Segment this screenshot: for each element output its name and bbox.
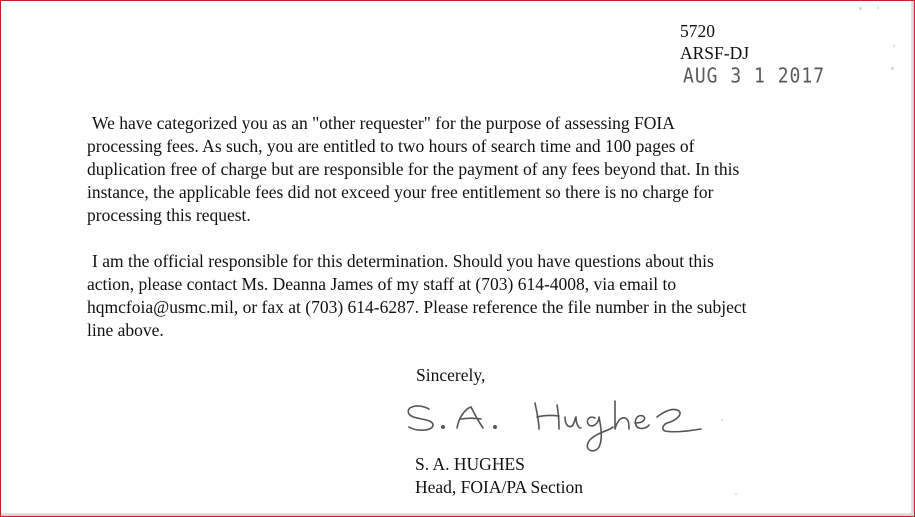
handwritten-signature bbox=[399, 387, 709, 457]
letter-header bbox=[680, 20, 749, 64]
page-shadow-right bbox=[911, 1, 914, 516]
scan-speck bbox=[735, 493, 737, 495]
scan-speck bbox=[877, 7, 879, 9]
paragraph-line: I am the official responsible for this determination. Should you have questions about this bbox=[92, 251, 714, 271]
paragraph-line: duplication free of charge but are responsible for the payment of any fees beyond that. In this bbox=[87, 159, 740, 179]
scan-speck bbox=[859, 7, 862, 10]
paragraph-line: We have categorized you as an "other requester" for the purpose of assessing FOIA bbox=[92, 113, 675, 133]
closing-salutation: Sincerely, bbox=[416, 365, 486, 385]
paragraph-line: instance, the applicable fees did not exceed your free entitlement so there is no charge for bbox=[87, 182, 714, 202]
signer-block bbox=[415, 453, 583, 499]
signer-title: Head, FOIA/PA Section bbox=[415, 477, 584, 497]
paragraph-line: processing fees. As such, you are entitled to two hours of search time and 100 pages of bbox=[87, 136, 695, 156]
contact-paragraph bbox=[87, 250, 817, 342]
paragraph-line: line above. bbox=[87, 320, 164, 340]
paragraph-line: action, please contact Ms. Deanna James of my staff at (703) 614-4008, via email to bbox=[87, 274, 677, 294]
fee-paragraph bbox=[87, 112, 817, 227]
file-number: 5720 bbox=[680, 21, 715, 41]
signer-name: S. A. HUGHES bbox=[415, 454, 525, 474]
paragraph-line: processing this request. bbox=[87, 205, 251, 225]
scan-speck bbox=[721, 419, 723, 421]
scan-speck bbox=[891, 67, 894, 70]
office-code: ARSF-DJ bbox=[680, 43, 750, 63]
scan-speck bbox=[893, 45, 895, 47]
page-shadow-bottom bbox=[1, 513, 914, 516]
date-stamp: AUG 3 1 2017 bbox=[683, 64, 826, 89]
paragraph-line: hqmcfoia@usmc.mil, or fax at (703) 614-6287. Please reference the file number in the subject bbox=[87, 297, 747, 317]
